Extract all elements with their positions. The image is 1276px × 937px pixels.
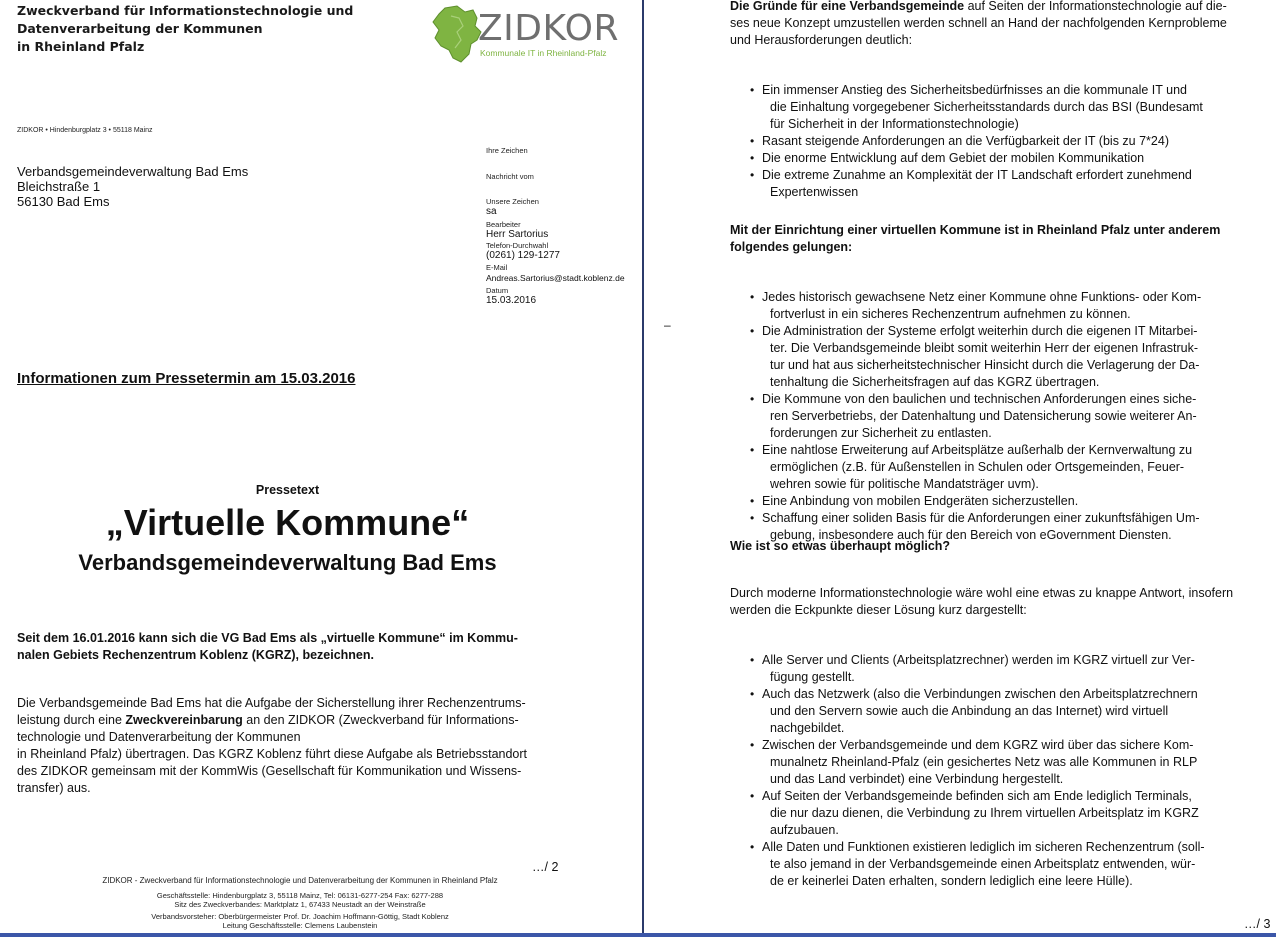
logo-wordmark: ZIDKOR	[478, 8, 619, 49]
meta-bearbeiter: Herr Sartorius	[486, 229, 549, 240]
list-item: • Die extreme Zunahme an Komplexität der IT Landschaft erfordert zunehmend Expertenwissen	[744, 167, 1269, 201]
meta-email-label: E-Mail	[486, 263, 508, 272]
list-item: • Ein immenser Anstieg des Sicherheitsbedürfnisses an die kommunale IT und die Einhaltung vorgegebener Sicherheitsstandards durch das BSI (Bundesamt für Sicherheit in der Informationstechnologie)	[744, 82, 1269, 133]
stray-dash: –	[664, 318, 671, 332]
list-item: • Eine nahtlose Erweiterung auf Arbeitsplätze außerhalb der Kernverwaltung zu ermöglichen (z.B. für Außenstellen in Schulen oder Ortsgemeinden, Feuer- wehren sowie für politische Mandatsträger uvm).	[744, 442, 1269, 493]
list-item: • Alle Server und Clients (Arbeitsplatzrechner) werden im KGRZ virtuell zur Ver- fügung gestellt.	[744, 652, 1269, 686]
meta-datum: 15.03.2016	[486, 295, 537, 306]
section-heading: Mit der Einrichtung einer virtuellen Kommune ist in Rheinland Pfalz unter anderem folgendes gelungen:	[730, 223, 1221, 254]
meta-ihre-zeichen-label: Ihre Zeichen	[486, 146, 528, 155]
zidkor-logo	[431, 4, 617, 70]
footer-org: ZIDKOR - Zweckverband für Informationstechnologie und Datenverarbeitung der Kommunen in Rheinland Pfalz	[102, 876, 498, 885]
viewer-bottom-border	[0, 933, 1276, 937]
document-page-2	[644, 0, 1276, 937]
meta-bearbeiter-label: Bearbeiter	[486, 220, 521, 229]
info-heading: Informationen zum Pressetermin am 15.03.2016	[17, 370, 356, 387]
problem-list	[744, 82, 1269, 201]
meta-telefon-label: Telefon-Durchwahl	[486, 241, 549, 250]
meta-email[interactable]: Andreas.Sartorius@stadt.koblenz.de	[486, 273, 625, 283]
list-item: • Die Administration der Systeme erfolgt weiterhin durch die eigenen IT Mitarbei- ter. Die Verbandsgemeinde bleibt somit weiterhin Herr der eigenen Infrastruk- tur und hat aus sicherheitstechnischer Hinsicht durch die Verlagerung der Da- tenhaltung die Sicherheitsfragen auf das KGRZ übertragen.	[744, 323, 1269, 391]
pressetext-label: Pressetext	[255, 483, 320, 497]
answer-paragraph: Durch moderne Informationstechnologie wäre wohl eine etwas zu knappe Antwort, insofern werden die Eckpunkte dieser Lösung kurz dargestellt:	[730, 586, 1234, 617]
list-item: • Auf Seiten der Verbandsgemeinde befinden sich am Ende lediglich Terminals, die nur dazu dienen, die Verbindung zu Ihrem virtuellen Arbeitsplatz im KGRZ aufzubauen.	[744, 788, 1269, 839]
solution-list	[744, 652, 1269, 890]
achievement-list	[744, 289, 1269, 544]
intro-paragraph: Die Gründe für eine Verbandsgemeinde auf Seiten der Informationstechnologie auf die- ses neue Konzept umzustellen werden schnell an Hand der nachfolgenden Kernprobleme und Herausforderungen deutlich:	[730, 0, 1227, 47]
meta-unsere-zeichen: sa	[486, 206, 497, 217]
page-number: …/ 3	[1244, 917, 1271, 931]
meta-datum-label: Datum	[486, 286, 509, 295]
list-item: • Die Kommune von den baulichen und technischen Anforderungen eines siche- ren Serverbetriebs, der Datenhaltung und Datensicherung sowie weiterer An- forderungen zur Sicherheit zu entlasten.	[744, 391, 1269, 442]
body-paragraph: Die Verbandsgemeinde Bad Ems hat die Aufgabe der Sicherstellung ihrer Rechenzentrums- leistung durch eine Zweckvereinbarung an den ZIDKOR (Zweckverband für Informations- technologie und Datenverarbeitung der Kommunen in Rheinland Pfalz) übertragen. Das KGRZ Koblenz führt diese Aufgabe als Betriebsstandort des ZIDKOR gemeinsam mit der KommWis (Gesellschaft für Kommunikation und Wissens- transfer) aus.	[17, 696, 528, 795]
lead-paragraph: Seit dem 16.01.2016 kann sich die VG Bad Ems als „virtuelle Kommune“ im Kommu- nalen Gebiets Rechenzentrum Koblenz (KGRZ), bezeichnen.	[17, 631, 518, 662]
question-heading: Wie ist so etwas überhaupt möglich?	[730, 539, 951, 553]
meta-block	[486, 197, 636, 307]
meta-unsere-zeichen-label: Unsere Zeichen	[486, 197, 539, 206]
list-item: • Rasant steigende Anforderungen an die Verfügbarkeit der IT (bis zu 7*24)	[744, 133, 1269, 150]
list-item: • Zwischen der Verbandsgemeinde und dem KGRZ wird über das sichere Kom- munalnetz Rheinland-Pfalz (ein gesichertes Netz was alle Kommunen in RLP und das Land verbindet) eine Verbindung hergestellt.	[744, 737, 1269, 788]
list-item: • Eine Anbindung von mobilen Endgeräten sicherzustellen.	[744, 493, 1269, 510]
recipient-address: Verbandsgemeindeverwaltung Bad Ems Bleichstraße 1 56130 Bad Ems	[17, 164, 249, 209]
meta-nachricht-label: Nachricht vom	[486, 172, 534, 181]
list-item: • Schaffung einer soliden Basis für die Anforderungen einer zukunftsfähigen Um- gebung, insbesondere auch für den Bereich von eGovernment Diensten.	[744, 510, 1269, 544]
meta-telefon: (0261) 129-1277	[486, 250, 560, 261]
document-title: „Virtuelle Kommune“	[105, 502, 470, 543]
list-item: • Alle Daten und Funktionen existieren lediglich im sicheren Rechenzentrum (soll- te also jemand in der Verbandsgemeinde einen Arbeitsplatz entwenden, wür- de er keinerlei Daten erhalten, sondern lediglich eine leere Hülle).	[744, 839, 1269, 890]
sender-line: ZIDKOR • Hindenburgplatz 3 • 55118 Mainz	[17, 127, 153, 134]
org-name: Zweckverband für Informationstechnologie und Datenverarbeitung der Kommunen in Rheinland Pfalz	[17, 3, 354, 54]
footer-details: Geschäftsstelle: Hindenburgplatz 3, 55118 Mainz, Tel: 06131-6277-254 Fax: 6277-288 Sitz des Zweckverbandes: Marktplatz 1, 67433 Neustadt an der Weinstraße Verbandsvorsteher: Oberbürgermeister Prof. Dr. Joachim Hoffmann-Göttig, Stadt Koblenz Leitung Geschäftsstelle: Clemens Laubenstein	[151, 891, 449, 930]
list-item: • Jedes historisch gewachsene Netz einer Kommune ohne Funktions- oder Kom- fortverlust in ein sicheres Rechenzentrum aufnehmen zu können.	[744, 289, 1269, 323]
list-item: • Auch das Netzwerk (also die Verbindungen zwischen den Arbeitsplatzrechnern und den Servern sowie auch die Anbindung an das Internet) wird virtuell nachgebildet.	[744, 686, 1269, 737]
document-subtitle: Verbandsgemeindeverwaltung Bad Ems	[78, 550, 497, 575]
logo-subtitle: Kommunale IT in Rheinland-Pfalz	[480, 48, 607, 58]
page-number: …/ 2	[532, 860, 559, 874]
list-item: • Die enorme Entwicklung auf dem Gebiet der mobilen Kommunikation	[744, 150, 1269, 167]
